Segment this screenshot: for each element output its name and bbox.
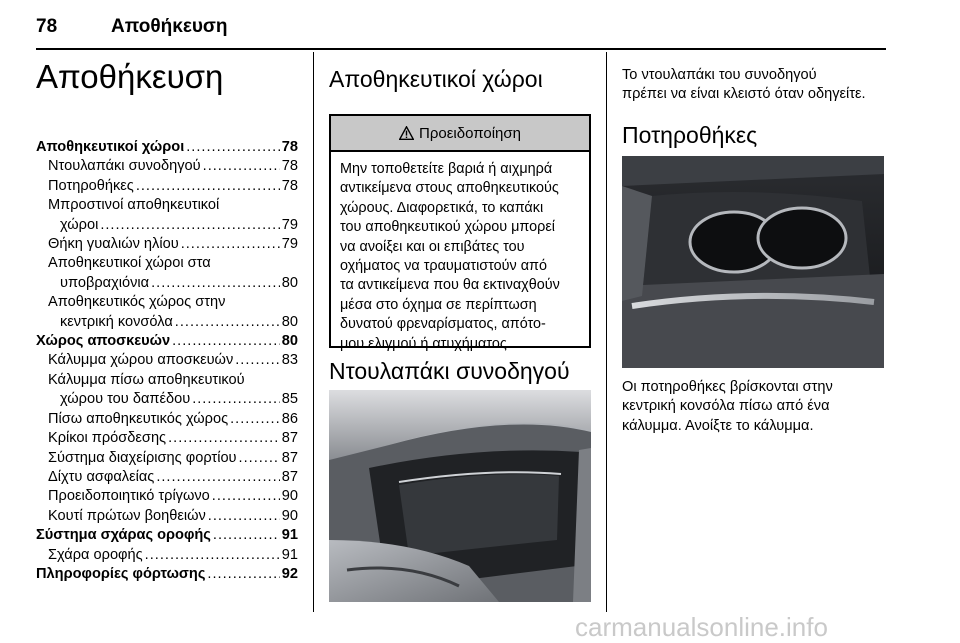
toc-entry[interactable]: Ποτηροθήκες ..... 78 [36, 177, 298, 196]
cupholders-photo [622, 156, 884, 368]
text-line: Το ντουλαπάκι του συνοδηγού [622, 67, 817, 83]
table-of-contents [36, 138, 298, 584]
running-header-title: Αποθήκευση [111, 16, 228, 37]
column-divider-right [606, 52, 607, 612]
warning-heading: Προειδοποίηση [419, 124, 521, 142]
warning-line: δυνατού φρεναρίσματος, απότο- [340, 316, 546, 333]
text-line: κεντρική κονσόλα πίσω από ένα [622, 398, 830, 415]
toc-entry[interactable]: Χώρος αποσκευών ..... 80 [36, 332, 298, 351]
toc-entry[interactable]: Αποθηκευτικοί χώροι ..... 78 [36, 138, 298, 157]
warning-line: Μην τοποθετείτε βαριά ή αιχμηρά [340, 161, 553, 177]
warning-line: μέσα στο όχημα σε περίπτωση [340, 296, 537, 313]
toc-entry[interactable]: χώροι ..... 79 [36, 216, 298, 235]
toc-entry[interactable]: κεντρική κονσόλα ..... 80 [36, 313, 298, 332]
text-line: πρέπει να είναι κλειστό όταν οδηγείτε. [622, 86, 866, 103]
toc-entry-line[interactable]: Αποθηκευτικοί χώροι στα [48, 255, 211, 272]
toc-entry[interactable]: Κουτί πρώτων βοηθειών ..... 90 [36, 507, 298, 526]
glovebox-photo [329, 390, 591, 602]
column-divider-left [313, 52, 314, 612]
warning-box [329, 114, 591, 352]
warning-header [331, 116, 589, 152]
toc-entry[interactable]: Κρίκοι πρόσδεσης ..... 87 [36, 429, 298, 448]
toc-entry[interactable]: χώρου του δαπέδου ..... 85 [36, 390, 298, 409]
watermark: carmanualsonline.info [575, 612, 828, 642]
toc-entry[interactable]: Θήκη γυαλιών ηλίου ..... 79 [36, 235, 298, 254]
toc-entry[interactable]: Προειδοποιητικό τρίγωνο ..... 90 [36, 487, 298, 506]
warning-line: χώρους. Διαφορετικά, το καπάκι [340, 199, 544, 216]
warning-text [331, 152, 589, 354]
toc-entry[interactable]: Πίσω αποθηκευτικός χώρος ..... 86 [36, 410, 298, 429]
warning-line: να ανοίξει και οι επιβάτες του [340, 238, 525, 255]
text-line: Οι ποτηροθήκες βρίσκονται στην [622, 379, 833, 395]
toc-entry[interactable]: Σχάρα οροφής ..... 91 [36, 546, 298, 565]
toc-entry[interactable]: υποβραχιόνια ..... 80 [36, 274, 298, 293]
toc-entry[interactable]: Δίχτυ ασφαλείας ..... 87 [36, 468, 298, 487]
section-title-storage: Αποθηκευτικοί χώροι [329, 66, 543, 92]
section-title-glovebox: Ντουλαπάκι συνοδηγού [329, 358, 570, 384]
page-number: 78 [36, 16, 58, 37]
warning-triangle-icon [399, 126, 414, 140]
warning-line: οχήματος να τραυματιστούν από [340, 258, 547, 275]
toc-entry-line[interactable]: Αποθηκευτικός χώρος στην [48, 294, 226, 311]
section-title-cupholders: Ποτηροθήκες [622, 122, 758, 148]
header-rule [36, 48, 886, 50]
toc-entry[interactable]: Πληροφορίες φόρτωσης ..... 92 [36, 565, 298, 584]
cupholders-text [622, 378, 892, 436]
warning-line: του αποθηκευτικού χώρου μπορεί [340, 219, 555, 236]
text-line: κάλυμμα. Ανοίξτε το κάλυμμα. [622, 417, 814, 434]
warning-line: τα αντικείμενα που θα εκτιναχθούν [340, 277, 560, 294]
warning-line: αντικείμενα στους αποθηκευτικούς [340, 180, 559, 197]
toc-entry-line[interactable]: Μπροστινοί αποθηκευτικοί [48, 197, 220, 214]
toc-entry[interactable]: Ντουλαπάκι συνοδηγού ..... 78 [36, 157, 298, 176]
toc-entry[interactable]: Κάλυμμα χώρου αποσκευών ..... 83 [36, 351, 298, 370]
toc-entry[interactable]: Σύστημα σχάρας οροφής ..... 91 [36, 526, 298, 545]
glovebox-note [622, 66, 892, 105]
chapter-title: Αποθήκευση [36, 58, 224, 95]
warning-line: μου ελιγμού ή ατυχήματος. [340, 335, 511, 352]
toc-entry-line[interactable]: Κάλυμμα πίσω αποθηκευτικού [48, 371, 245, 388]
toc-entry[interactable]: Σύστημα διαχείρισης φορτίου ..... 87 [36, 449, 298, 468]
